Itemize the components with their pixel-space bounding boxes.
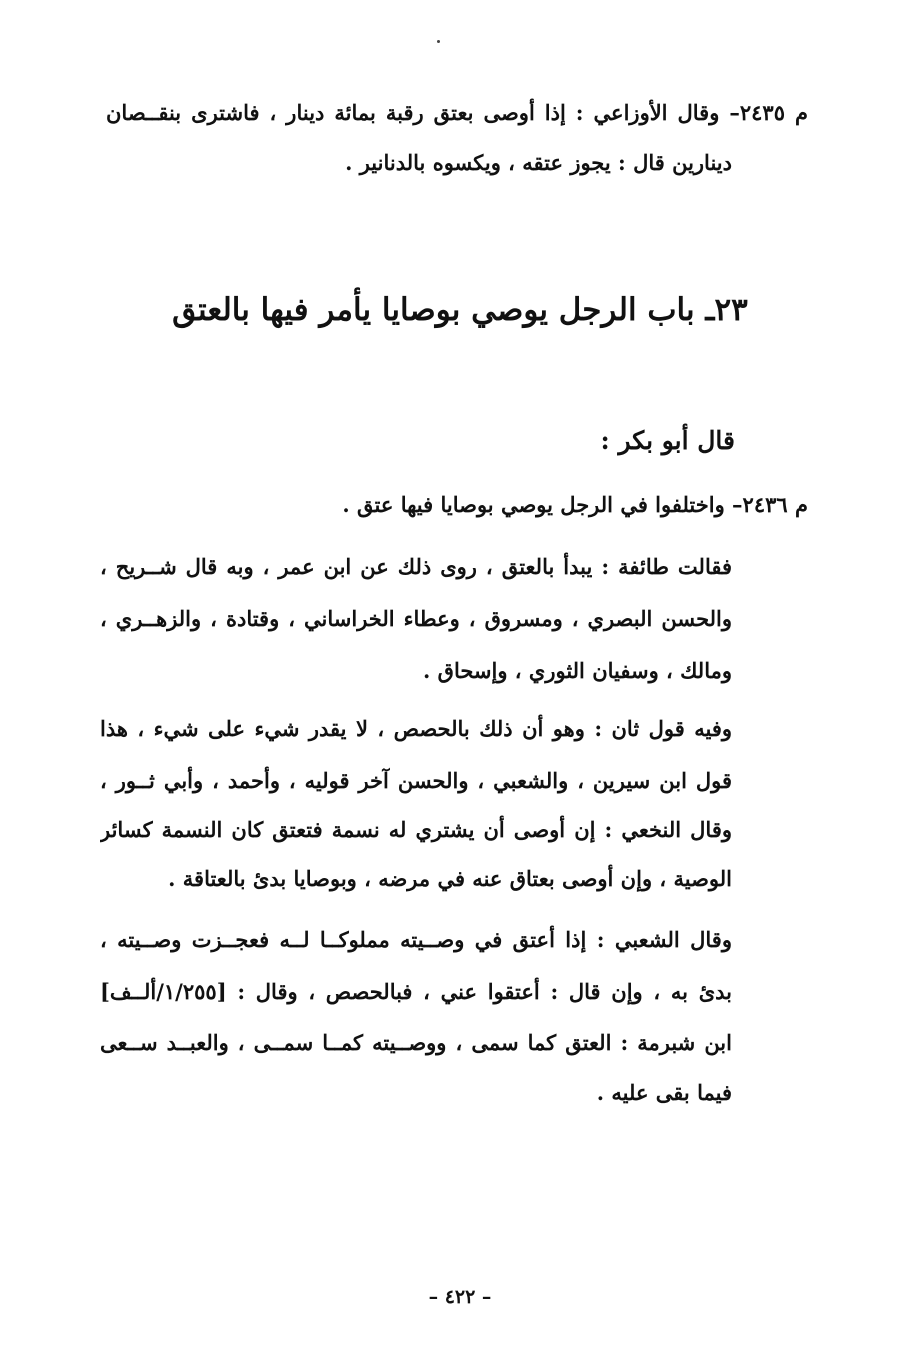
page-number: – ٤٢٢ – — [428, 1286, 492, 1308]
paragraph-1-line-2: والحسن البصري ، ومسروق ، وعطاء الخراساني ، وقتادة ، والزهــري ، — [100, 606, 732, 631]
paragraph-2-line-3: وقال النخعي : إن أوصى أن يشتري له نسمة فتعتق كان النسمة كسائر — [100, 817, 732, 842]
paragraph-2-line-4: الوصية ، وإن أوصى بعتاق عنه في مرضه ، وبوصايا بدئ بالعتاقة . — [168, 866, 732, 891]
entry-2435-line-1: م ٢٤٣٥– وقال الأوزاعي : إذا أوصى بعتق رقبة بمائة دينار ، فاشترى بنقــصان — [106, 100, 808, 125]
chapter-heading: ٢٣ـ باب الرجل يوصي بوصايا يأمر فيها بالعتق — [172, 292, 748, 328]
paragraph-2-line-2: قول ابن سيرين ، والشعبي ، والحسن آخر قوليه ، وأحمد ، وأبي ثــور ، — [100, 768, 732, 793]
paragraph-3-line-4: فيما بقى عليه . — [596, 1080, 732, 1105]
speaker-line: قال أبو بكر : — [600, 426, 735, 455]
entry-2436-line-1: م ٢٤٣٦– واختلفوا في الرجل يوصي بوصايا فيها عتق . — [342, 492, 808, 517]
paragraph-3-line-3: ابن شبرمة : العتق كما سمى ، ووصــيته كمــا سمــى ، والعبــد ســعى — [100, 1030, 732, 1055]
paragraph-1-line-1: فقالت طائفة : يبدأ بالعتق ، روى ذلك عن ابن عمر ، وبه قال شــريح ، — [100, 554, 732, 579]
scan-speck — [437, 40, 440, 43]
paragraph-1-line-3: ومالك ، وسفيان الثوري ، وإسحاق . — [423, 658, 732, 683]
paragraph-2-line-1: وفيه قول ثان : وهو أن ذلك بالحصص ، لا يقدر شيء على شيء ، هذا — [100, 716, 732, 741]
paragraph-3-line-2: بدئ به ، وإن قال : أعتقوا عني ، فبالحصص ، وقال : [١/٢٥٥/ألــف] — [100, 979, 732, 1004]
paragraph-3-line-1: وقال الشعبي : إذا أعتق في وصــيته مملوكــا لــه فعجــزت وصــيته ، — [100, 927, 732, 952]
entry-2435-line-2: دينارين قال : يجوز عتقه ، ويكسوه بالدنانير . — [345, 150, 732, 175]
